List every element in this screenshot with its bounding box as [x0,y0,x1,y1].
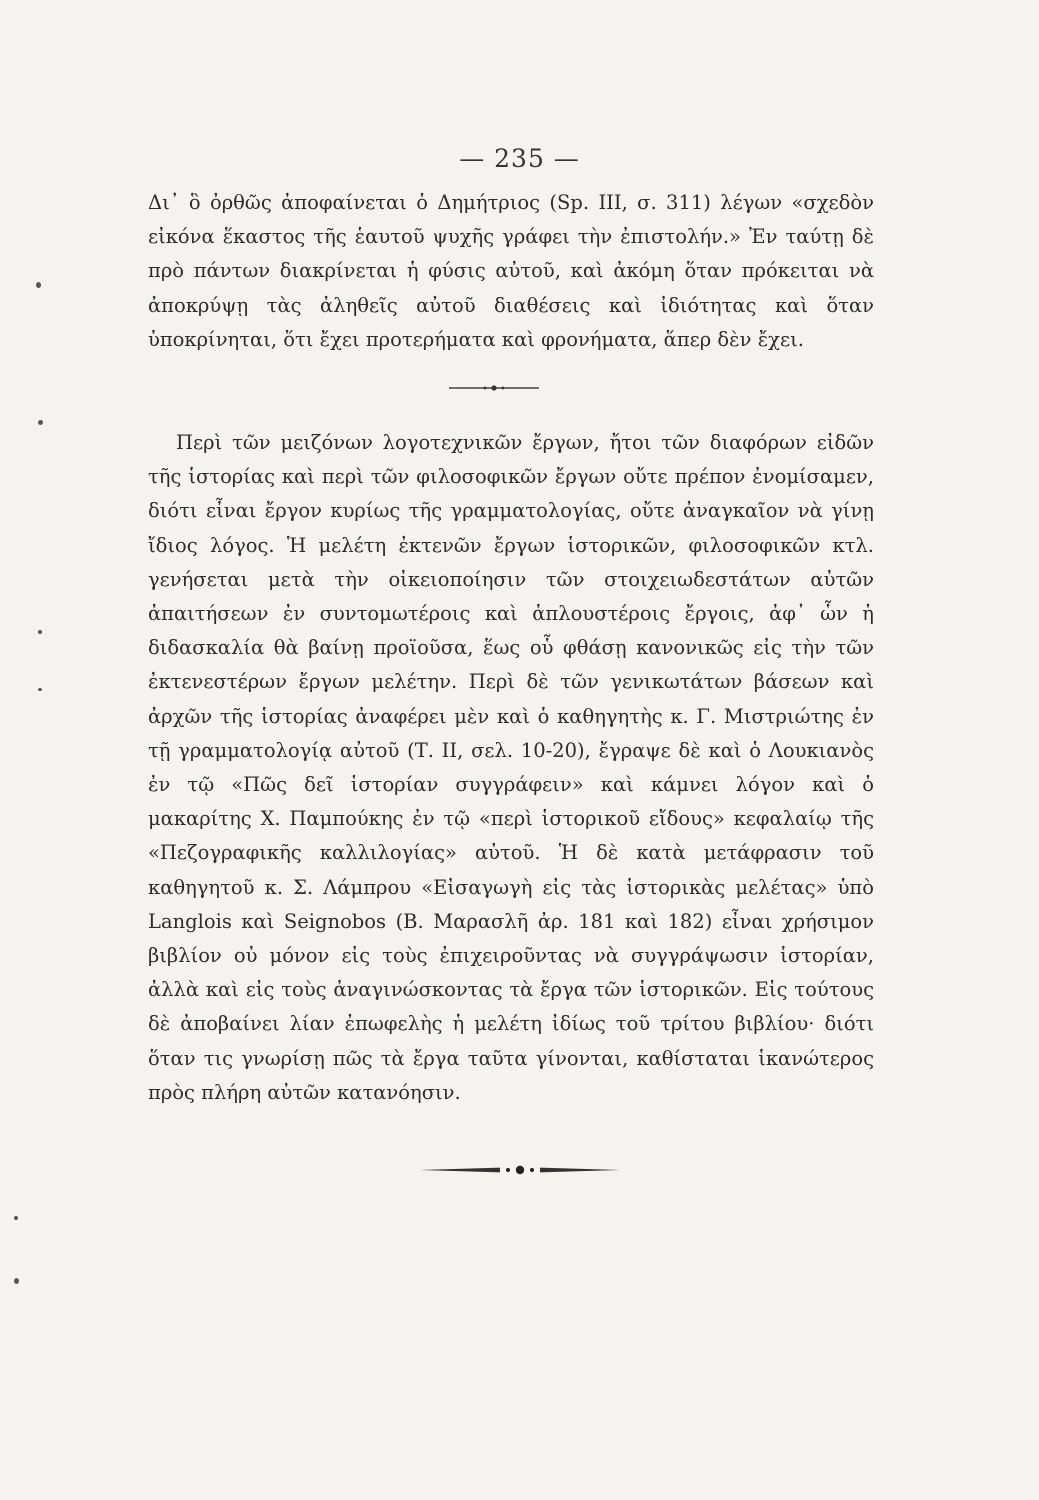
margin-speck [38,420,43,425]
margin-speck [14,1216,18,1220]
section-divider-ornament [449,383,539,393]
margin-speck [36,282,41,288]
paragraph-historical-works: Περὶ τῶν μειζόνων λογοτεχνικῶν ἔργων, ἤτοι τῶν διαφόρων εἰδῶν τῆς ἱστορίας καὶ περὶ τῶν φιλοσοφικῶν ἔργων οὔτε πρέπον ἐνομίσαμεν, διότι εἶναι ἔργον κυρίως τῆς γραμματολογίας, οὔτε ἀναγκαῖον νὰ γίνῃ ἴδιος λόγος. Ἡ μελέτη ἐκτενῶν ἔργων ἱστορικῶν, φιλοσοφικῶν κτλ. γενήσεται μετὰ τὴν οἰκειοποίησιν τῶν στοιχειωδεστάτων αὐτῶν ἀπαιτήσεων ἐν συντομωτέροις καὶ ἁπλουστέροις ἔργοις, ἀφ᾽ ὧν ἡ διδασκαλία θὰ βαίνῃ προϊοῦσα, ἕως οὗ φθάσῃ κανονικῶς εἰς τὴν τῶν ἐκτενεστέρων ἔργων μελέτην. Περὶ δὲ τῶν γενικωτάτων βάσεων καὶ ἀρχῶν τῆς ἱστορίας ἀναφέρει μὲν καὶ ὁ καθηγητὴς κ. Γ. Μιστριώτης ἐν τῇ γραμματολογίᾳ αὐτοῦ (Τ. ΙΙ, σελ. 10-20), ἔγραψε δὲ καὶ ὁ Λουκιανὸς ἐν τῷ «Πῶς δεῖ ἱστορίαν συγγράφειν» καὶ κάμνει λόγον καὶ ὁ μακαρίτης Χ. Παμπούκης ἐν τῷ «περὶ ἱστορικοῦ εἴδους» κεφαλαίῳ τῆς «Πεζογραφικῆς καλλιλογίας» αὐτοῦ. Ἡ δὲ κατὰ μετάφρασιν τοῦ καθηγητοῦ κ. Σ. Λάμπρου «Εἰσαγωγὴ εἰς τὰς ἱστορικὰς μελέτας» ὑπὸ Langlois καὶ Seignobos (Β. Μαρασλῆ ἀρ. 181 καὶ 182) εἶναι χρήσιμον βιβλίον οὐ μόνον εἰς τοὺς ἐπιχειροῦντας νὰ συγγράψωσιν ἱστορίαν, ἀλλὰ καὶ εἰς τοὺς ἀναγινώσκοντας τὰ ἔργα τῶν ἱστορικῶν. Εἰς τούτους δὲ ἀποβαίνει λίαν ἐπωφελὴς ἡ μελέτη ἰδίως τοῦ τρίτου βιβλίου· διότι ὅταν τις γνωρίσῃ πῶς τὰ ἔργα ταῦτα γίνονται, καθίσταται ἱκανώτερος πρὸς πλήρη αὐτῶν κατανόησιν. [148,431,874,1104]
margin-speck [38,630,42,634]
margin-speck [14,1278,19,1284]
end-of-text-ornament [420,1163,620,1177]
page-number: — 235 — [459,144,580,173]
paragraph-demetrios: Δι᾽ ὃ ὀρθῶς ἀποφαίνεται ὁ Δημήτριος (Sp. III, σ. 311) λέγων «σχεδὸν εἰκόνα ἕκαστος τῆς ἑαυτοῦ ψυχῆς γράφει τὴν ἐπιστολήν.» Ἐν ταύτῃ δὲ πρὸ πάντων διακρίνεται ἡ φύσις αὐτοῦ, καὶ ἀκόμη ὅταν πρόκειται νὰ ἀποκρύψῃ τὰς ἀληθεῖς αὐτοῦ διαθέσεις καὶ ἰδιότητας καὶ ὅταν ὑποκρίνηται, ὅτι ἔχει προτερήματα καὶ φρονήματα, ἅπερ δὲν ἔχει. [148,191,874,351]
margin-speck [38,688,42,691]
